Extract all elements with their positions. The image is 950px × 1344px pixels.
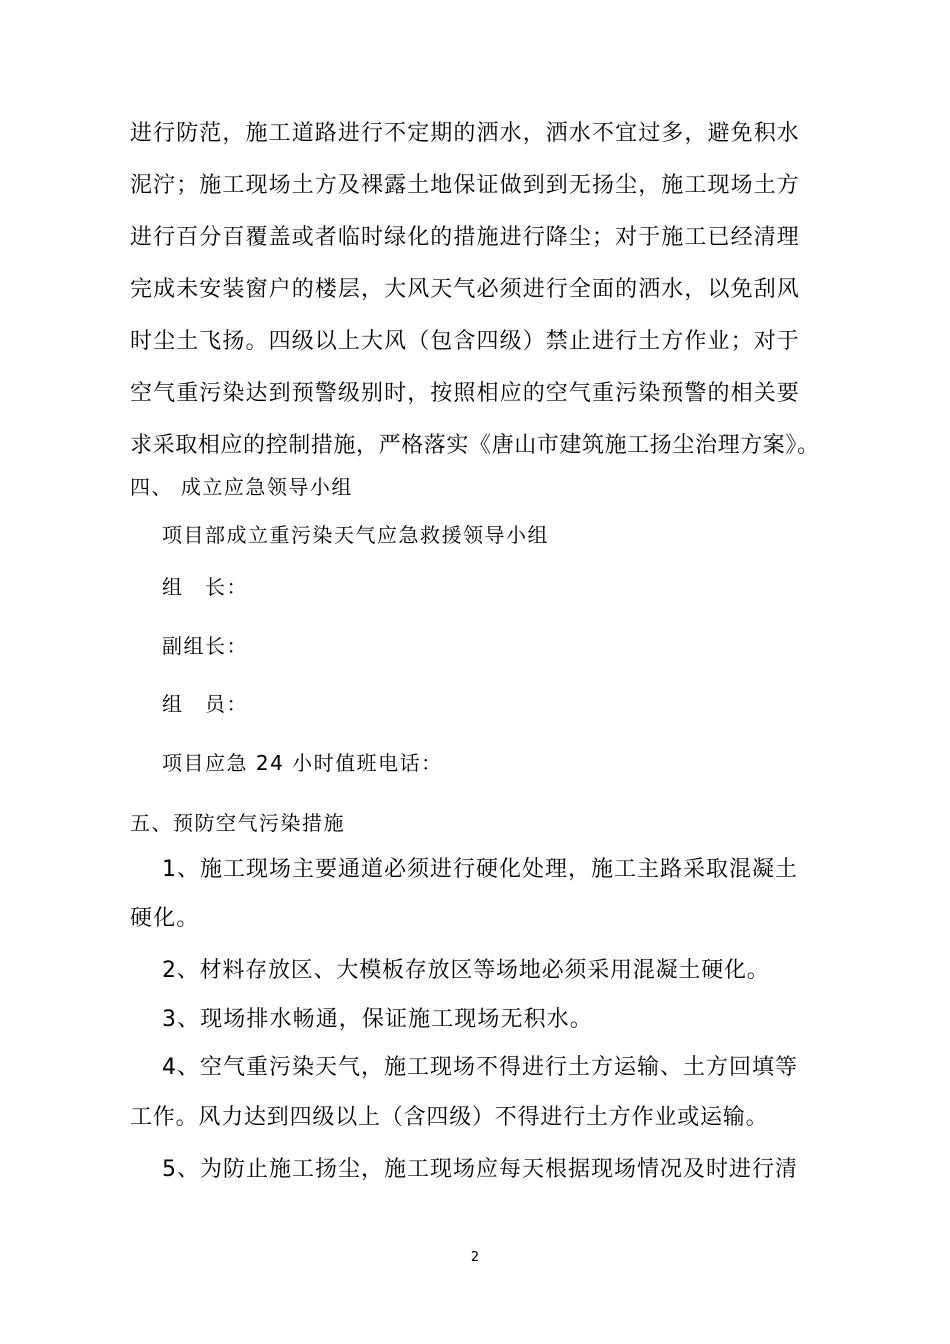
paragraph-line: 完成未安装窗户的楼层，大风天气必须进行全面的洒水，以免刮风 — [130, 277, 800, 302]
deputy-leader-label: 副组长： — [162, 634, 248, 658]
measure-item-4-cont: 工作。风力达到四级以上（含四级）不得进行土方作业或运输。 — [130, 1105, 769, 1130]
section-4-heading: 四、 成立应急领导小组 — [130, 475, 353, 499]
paragraph-line: 空气重污染达到预警级别时，按照相应的空气重污染预警的相关要 — [130, 381, 800, 406]
measure-item-5: 5、为防止施工扬尘，施工现场应每天根据现场情况及时进行清 — [162, 1157, 798, 1182]
section-4-intro: 项目部成立重污染天气应急救援领导小组 — [162, 523, 549, 547]
hotline-label: 项目应急 24 小时值班电话： — [162, 751, 443, 775]
measure-item-2: 2、材料存放区、大模板存放区等场地必须采用混凝土硬化。 — [162, 958, 770, 983]
paragraph-line: 泥泞；施工现场土方及裸露土地保证做到到无扬尘，施工现场土方 — [130, 173, 800, 198]
paragraph-line: 时尘土飞扬。四级以上大风（包含四级）禁止进行土方作业；对于 — [130, 329, 800, 354]
members-label: 组 员： — [162, 692, 248, 716]
section-5-heading: 五、预防空气污染措施 — [130, 811, 345, 835]
measure-item-3: 3、现场排水畅通，保证施工现场无积水。 — [162, 1007, 593, 1032]
page-number: 2 — [470, 1250, 480, 1265]
leader-label: 组 长： — [162, 575, 248, 599]
paragraph-line: 求采取相应的控制措施，严格落实《唐山市建筑施工扬尘治理方案》。 — [130, 433, 820, 458]
measure-item-4: 4、空气重污染天气，施工现场不得进行土方运输、土方回填等 — [162, 1055, 798, 1080]
paragraph-line: 进行百分百覆盖或者临时绿化的措施进行降尘；对于施工已经清理 — [130, 225, 800, 250]
measure-item-1: 1、施工现场主要通道必须进行硬化处理，施工主路采取混凝土 — [162, 857, 798, 882]
measure-item-1-cont: 硬化。 — [130, 906, 200, 931]
paragraph-line: 进行防范，施工道路进行不定期的洒水，洒水不宜过多，避免积水 — [130, 121, 800, 146]
